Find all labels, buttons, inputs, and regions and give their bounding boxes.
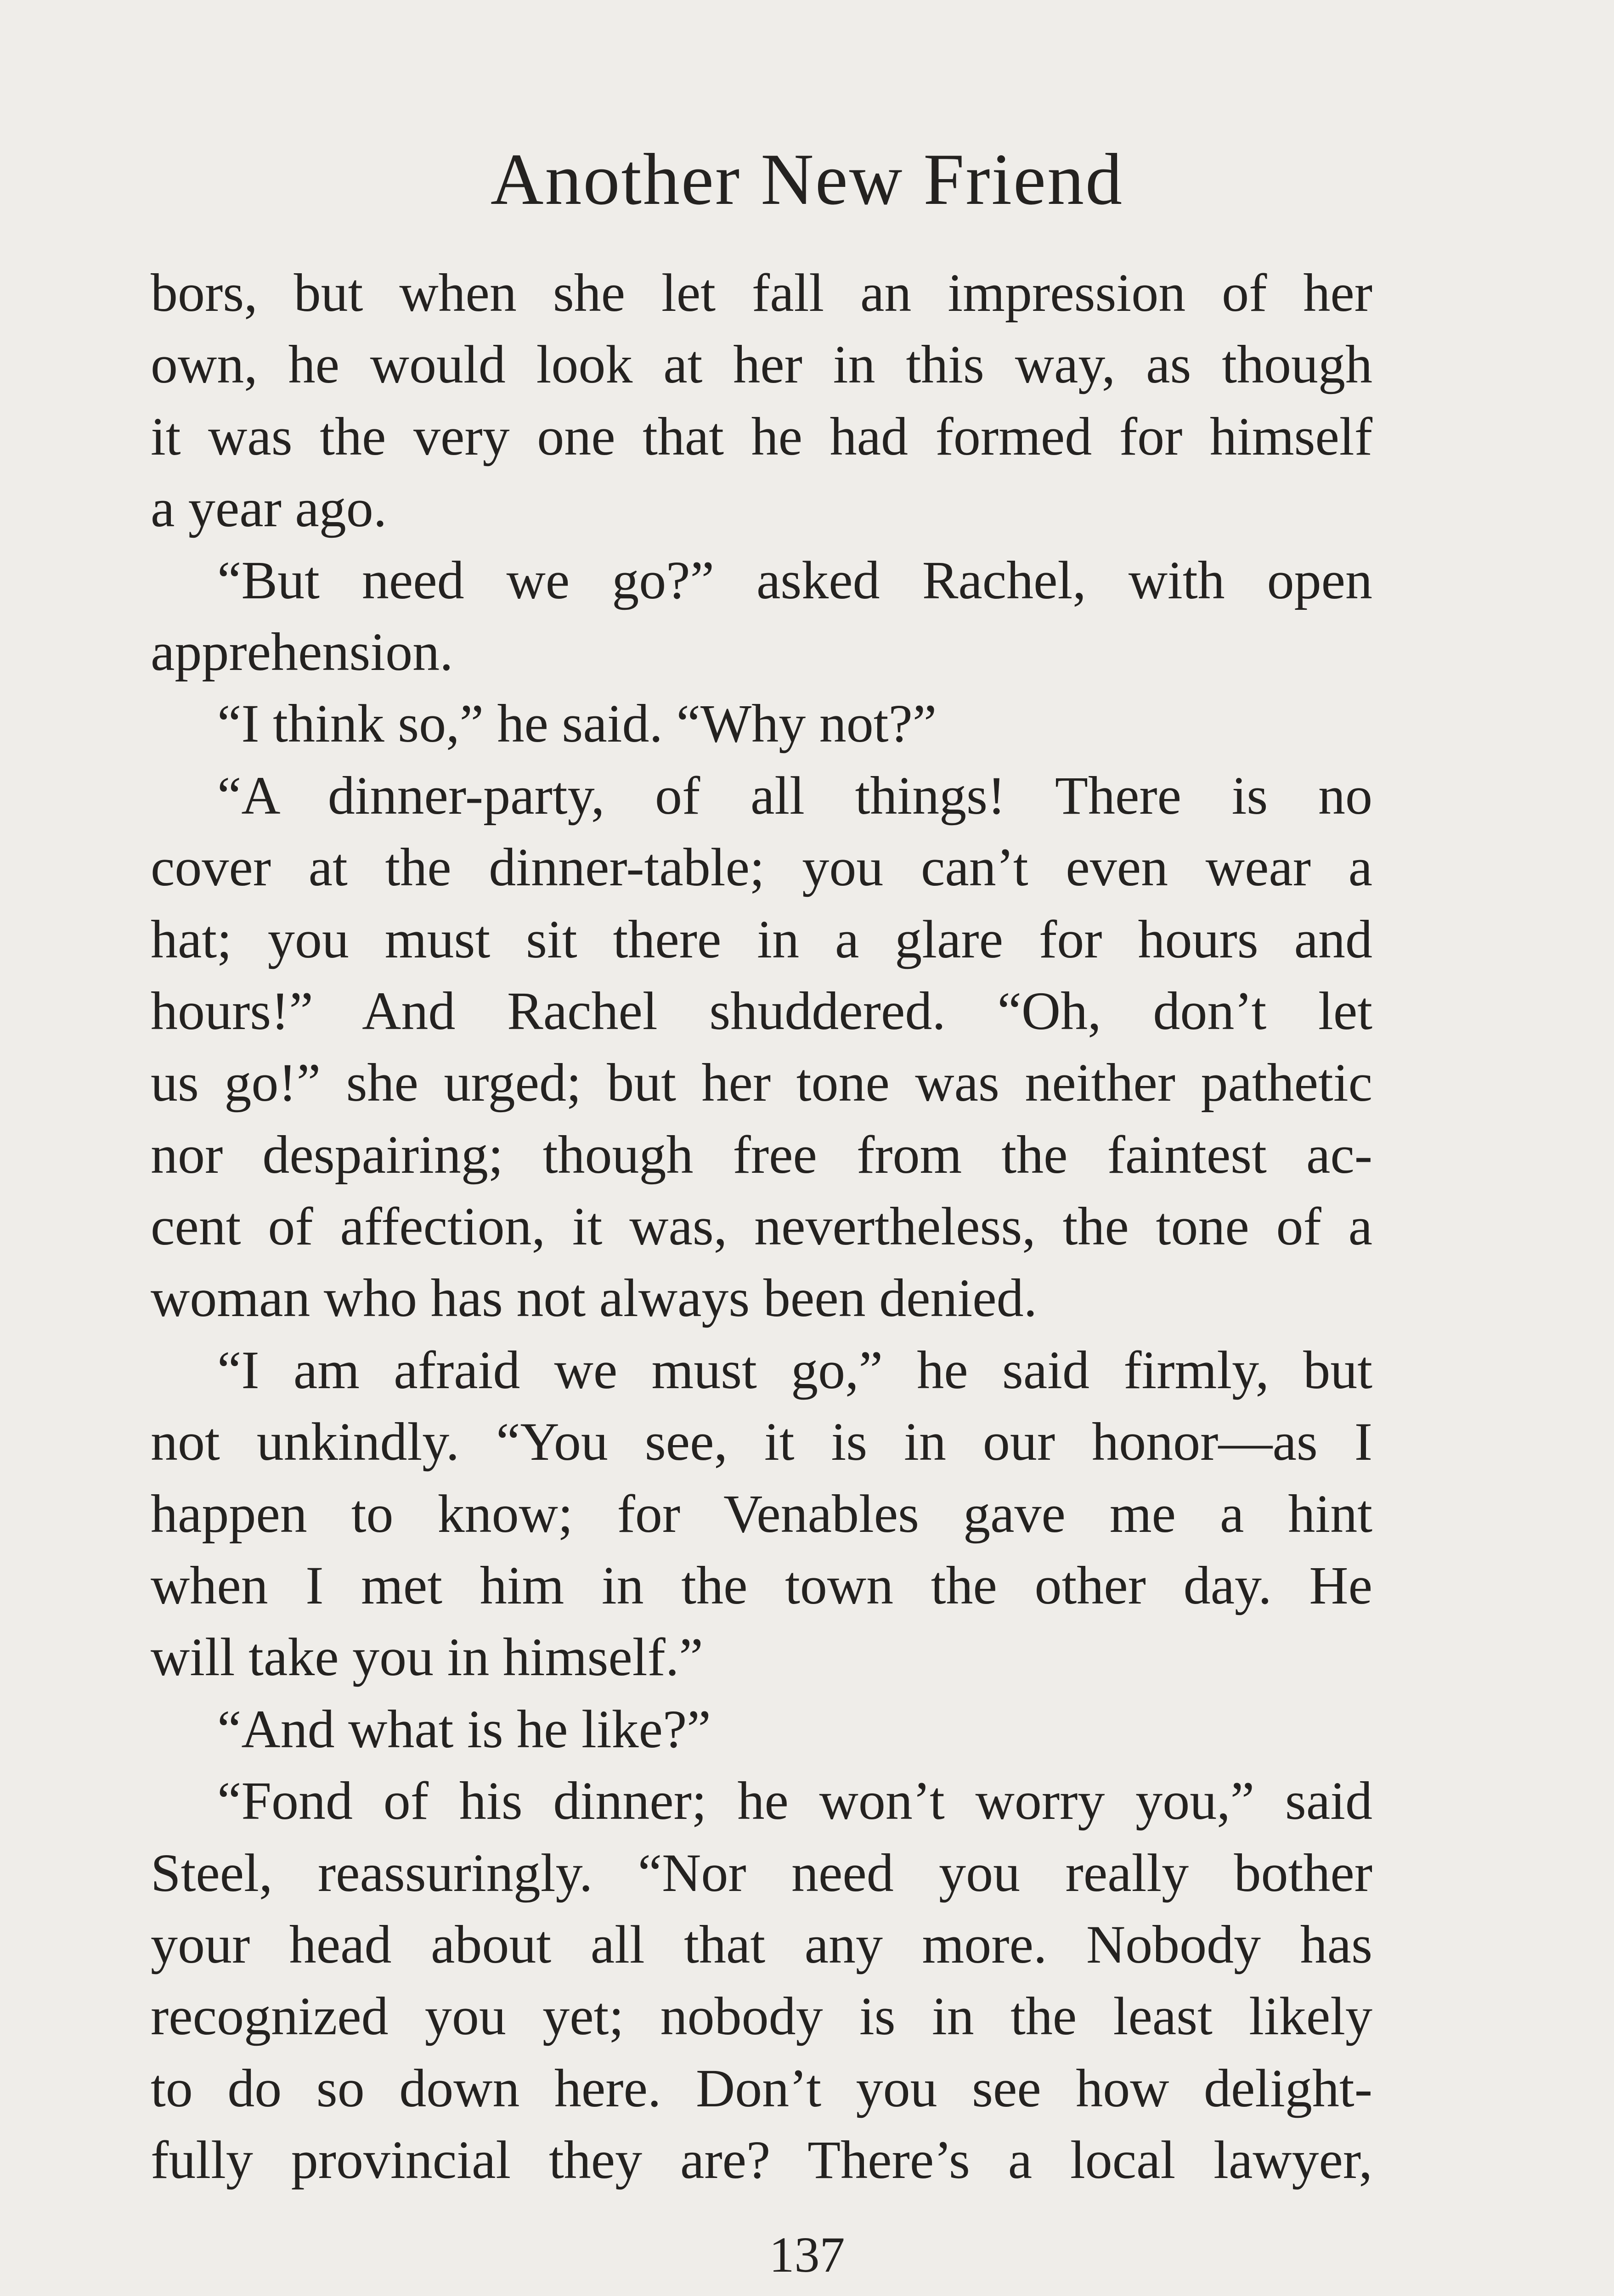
text-line: your head about all that any more. Nobody has <box>151 1914 1372 1975</box>
text-line: nor despairing; though free from the faintest ac- <box>151 1124 1372 1185</box>
text-line: apprehension. <box>151 621 453 682</box>
text-line: “A dinner-party, of all things! There is no <box>217 765 1372 826</box>
text-line: a year ago. <box>151 478 387 539</box>
text-line: bors, but when she let fall an impression of her <box>151 263 1372 323</box>
text-line: us go!” she urged; but her tone was neither pathetic <box>151 1052 1372 1113</box>
text-line: hat; you must sit there in a glare for hours and <box>151 909 1372 969</box>
text-line: “But need we go?” asked Rachel, with open <box>217 550 1372 610</box>
text-line: when I met him in the town the other day. He <box>151 1555 1372 1616</box>
text-line: cover at the dinner-table; you can’t even wear a <box>151 837 1372 898</box>
text-line: woman who has not always been denied. <box>151 1268 1038 1328</box>
text-line: cent of affection, it was, nevertheless, the tone of a <box>151 1196 1372 1257</box>
text-line: “I am afraid we must go,” he said firmly, but <box>217 1339 1372 1400</box>
text-line: happen to know; for Venables gave me a hint <box>151 1483 1372 1544</box>
text-line: not unkindly. “You see, it is in our honor—as I <box>151 1412 1372 1472</box>
page-number: 137 <box>769 2227 845 2283</box>
text-line: “Fond of his dinner; he won’t worry you,” said <box>217 1771 1372 1831</box>
text-line: it was the very one that he had formed for himself <box>151 406 1372 467</box>
text-line: fully provincial they are? There’s a local lawyer, <box>151 2130 1372 2190</box>
running-head: Another New Friend <box>490 138 1124 220</box>
text-line: hours!” And Rachel shuddered. “Oh, don’t let <box>151 980 1372 1041</box>
text-line: recognized you yet; nobody is in the least likely <box>151 1986 1372 2047</box>
text-line: “I think so,” he said. “Why not?” <box>217 693 937 754</box>
text-line: will take you in himself.” <box>151 1627 703 1688</box>
text-line: Steel, reassuringly. “Nor need you really bother <box>151 1842 1372 1903</box>
text-line: to do so down here. Don’t you see how delight- <box>151 2058 1372 2118</box>
text-line: “And what is he like?” <box>217 1699 711 1759</box>
body-text <box>151 257 1372 2196</box>
text-line: own, he would look at her in this way, as though <box>151 334 1372 395</box>
